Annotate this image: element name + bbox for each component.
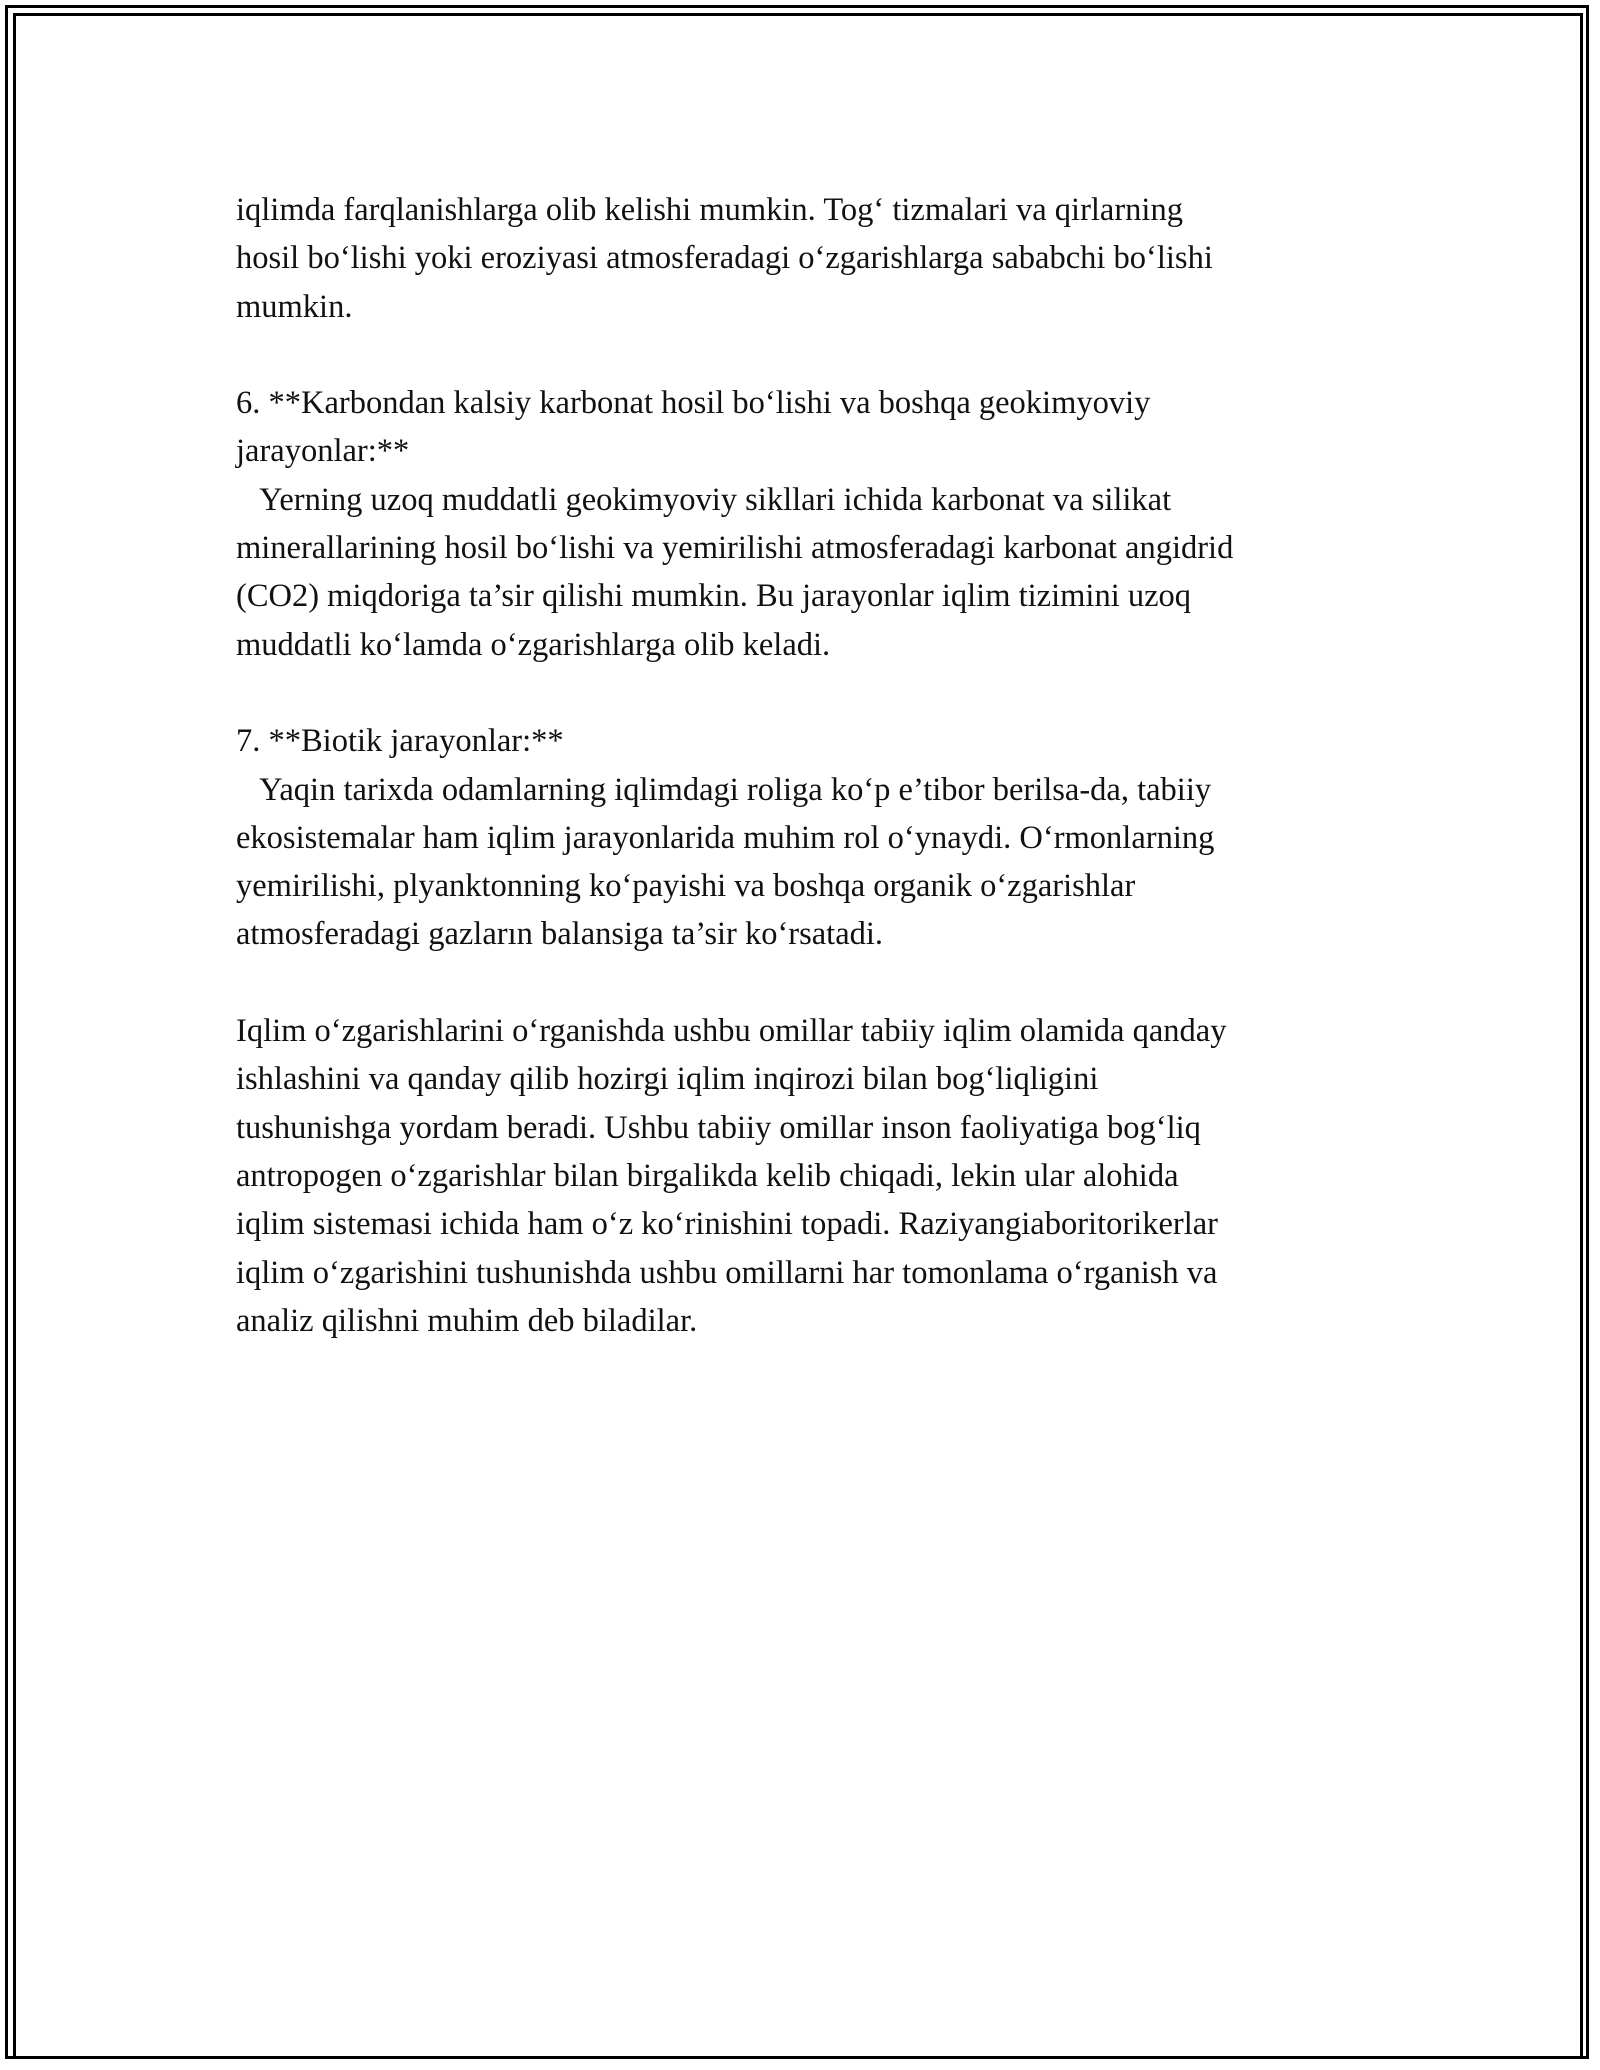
text-line: minerallarining hosil bo‘lishi va yemirilishi atmosferadagi karbonat angidrid	[236, 530, 1234, 567]
text-line: Yerning uzoq muddatli geokimyoviy sikllari ichida karbonat va silikat	[236, 481, 1172, 518]
paragraph-gap	[236, 959, 1386, 1007]
paragraph-gap	[236, 331, 1386, 379]
text-line: (CO2) miqdoriga ta’sir qilishi mumkin. Bu jarayonlar iqlim tizimini uzoq	[236, 578, 1192, 615]
text-line: mumkin.	[236, 288, 353, 325]
section-6-carbonate-processes	[236, 379, 1386, 669]
paragraph-continuation	[236, 186, 1386, 331]
text-line: antropogen o‘zgarishlar bilan birgalikda kelib chiqadi, lekin ular alohida	[236, 1157, 1179, 1194]
text-line: Yaqin tarixda odamlarning iqlimdagi roliga ko‘p e’tibor berilsa-da, tabiiy	[236, 771, 1212, 808]
text-line: analiz qilishni muhim deb biladilar.	[236, 1302, 698, 1339]
text-line: iqlim sistemasi ichida ham o‘z ko‘rinishini topadi. Raziyangiaboritorikerlar	[236, 1206, 1218, 1243]
section-heading-line: 6. **Karbondan kalsiy karbonat hosil bo‘lishi va boshqa geokimyoviy	[236, 385, 1151, 422]
paragraph-gap	[236, 669, 1386, 717]
section-heading-line: 7. **Biotik jarayonlar:**	[236, 723, 564, 760]
text-line: yemirilishi, plyanktonning ko‘payishi va boshqa organik o‘zgarishlar	[236, 868, 1136, 905]
document-body	[236, 186, 1386, 1345]
text-line: iqlimda farqlanishlarga olib kelishi mumkin. Tog‘ tizmalari va qirlarning	[236, 192, 1183, 228]
text-line: muddatli ko‘lamda o‘zgarishlarga olib keladi.	[236, 626, 831, 663]
section-heading-line: jarayonlar:**	[236, 433, 410, 470]
text-line: Iqlim o‘zgarishlarini o‘rganishda ushbu omillar tabiiy iqlim olamida qanday	[236, 1013, 1227, 1050]
text-line: hosil bo‘lishi yoki eroziyasi atmosferadagi o‘zgarishlarga sababchi bo‘lishi	[236, 240, 1213, 277]
text-line: ishlashini va qanday qilib hozirgi iqlim inqirozi bilan bog‘liqligini	[236, 1061, 1099, 1098]
text-line: iqlim o‘zgarishini tushunishda ushbu omillarni har tomonlama o‘rganish va	[236, 1254, 1218, 1291]
conclusion-paragraph	[236, 1007, 1386, 1345]
text-line: tushunishga yordam beradi. Ushbu tabiiy omillar inson faoliyatiga bog‘liq	[236, 1109, 1201, 1146]
text-line: ekosistemalar ham iqlim jarayonlarida muhim rol o‘ynaydi. O‘rmonlarning	[236, 819, 1215, 856]
section-7-biotic-processes	[236, 717, 1386, 958]
text-line: atmosferadagi gazların balansiga ta’sir ko‘rsatadi.	[236, 916, 884, 953]
